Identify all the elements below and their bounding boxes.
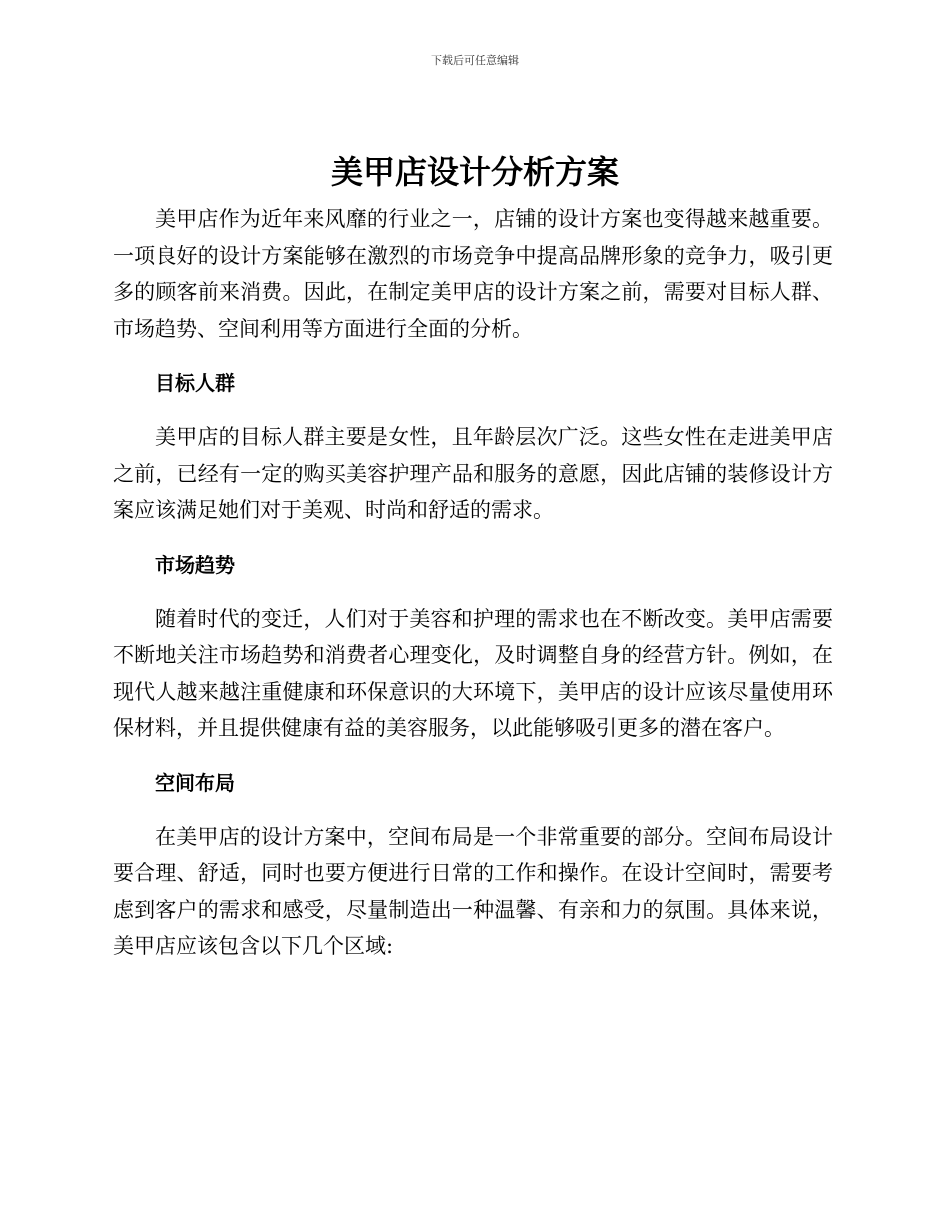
section-heading-market-trends: 市场趋势	[155, 552, 235, 577]
intro-paragraph: 美甲店作为近年来风靡的行业之一，店铺的设计方案也变得越来越重要。一项良好的设计方案能够在激烈的市场竞争中提高品牌形象的竞争力，吸引更多的顾客前来消费。因此，在制定美甲店的设计方案之前，需要对目标人群、市场趋势、空间利用等方面进行全面的分析。	[113, 207, 833, 341]
document-body	[113, 201, 833, 965]
section-body-space-layout: 在美甲店的设计方案中，空间布局是一个非常重要的部分。空间布局设计要合理、舒适，同时也要方便进行日常的工作和操作。在设计空间时，需要考虑到客户的需求和感受，尽量制造出一种温馨、有亲和力的氛围。具体来说，美甲店应该包含以下几个区域:	[113, 824, 833, 958]
section-body-target-audience: 美甲店的目标人群主要是女性，且年龄层次广泛。这些女性在走进美甲店之前，已经有一定的购买美容护理产品和服务的意愿，因此店铺的装修设计方案应该满足她们对于美观、时尚和舒适的需求。	[113, 425, 833, 522]
section-heading-target-audience: 目标人群	[155, 371, 235, 395]
section-heading-space-layout: 空间布局	[155, 770, 235, 795]
document-title: 美甲店设计分析方案	[330, 153, 619, 191]
header-note: 下载后可任意编辑	[431, 54, 519, 67]
section-body-market-trends: 随着时代的变迁，人们对于美容和护理的需求也在不断改变。美甲店需要不断地关注市场趋势和消费者心理变化，及时调整自身的经营方针。例如，在现代人越来越注重健康和环保意识的大环境下，美甲店的设计应该尽量使用环保材料，并且提供健康有益的美容服务，以此能够吸引更多的潜在客户。	[113, 606, 833, 740]
